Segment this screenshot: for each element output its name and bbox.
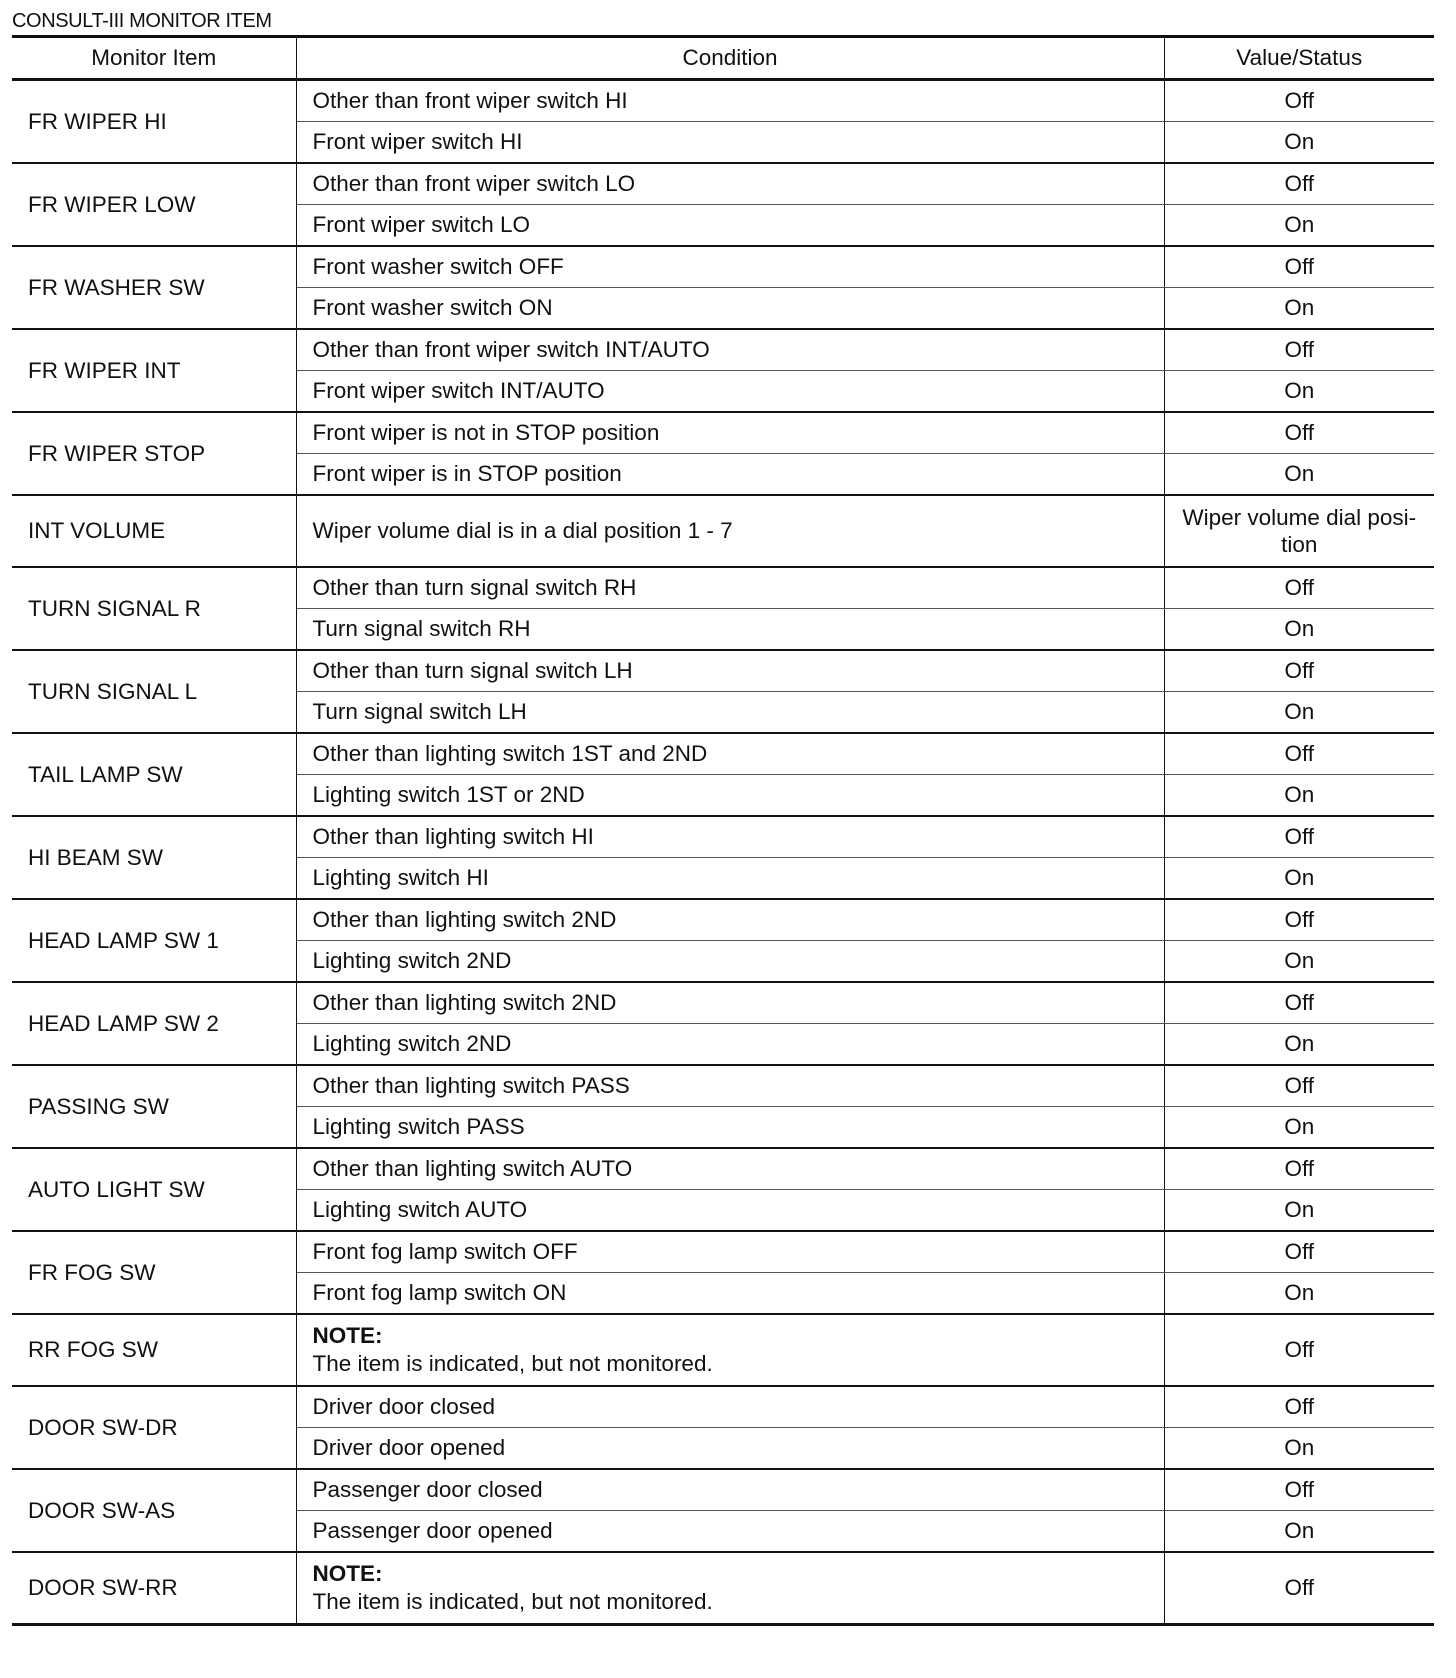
condition-cell: Other than lighting switch 2ND (296, 899, 1164, 941)
value-status-cell (1164, 288, 1434, 330)
value-status-text: On (1284, 1197, 1315, 1222)
value-status-cell (1164, 567, 1434, 609)
monitor-item-cell: HEAD LAMP SW 2 (12, 982, 296, 1065)
condition-cell: Passenger door opened (296, 1511, 1164, 1553)
condition-cell (296, 1314, 1164, 1386)
table-row (12, 650, 1434, 692)
value-status-cell (1164, 1273, 1434, 1315)
condition-cell: Front wiper switch INT/AUTO (296, 371, 1164, 413)
condition-cell: Lighting switch AUTO (296, 1190, 1164, 1232)
table-header-row (12, 37, 1434, 80)
value-status-cell (1164, 80, 1434, 122)
value-status-cell (1164, 205, 1434, 247)
value-status-text: On (1284, 378, 1315, 403)
value-status-text: Off (1284, 1575, 1315, 1600)
monitor-item-cell: FR WIPER LOW (12, 163, 296, 246)
value-status-cell (1164, 454, 1434, 496)
value-status-text: On (1284, 948, 1315, 973)
table-row (12, 1231, 1434, 1273)
value-status-text: On (1284, 129, 1315, 154)
value-status-text: On (1284, 616, 1315, 641)
value-status-cell (1164, 1386, 1434, 1428)
condition-cell: Other than front wiper switch LO (296, 163, 1164, 205)
table-row (12, 1386, 1434, 1428)
table-body (12, 80, 1434, 1625)
value-status-text: Off (1284, 254, 1315, 279)
value-status-text: Off (1284, 990, 1315, 1015)
value-status-cell (1164, 163, 1434, 205)
condition-cell: Driver door opened (296, 1428, 1164, 1470)
note-text: The item is indicated, but not monitored. (312, 1351, 713, 1376)
value-status-text: On (1284, 1114, 1315, 1139)
monitor-item-cell: TURN SIGNAL L (12, 650, 296, 733)
condition-cell: Front wiper is not in STOP position (296, 412, 1164, 454)
value-status-cell (1164, 1428, 1434, 1470)
monitor-item-cell: AUTO LIGHT SW (12, 1148, 296, 1231)
monitor-item-cell: DOOR SW-AS (12, 1469, 296, 1552)
condition-cell: Front wiper switch LO (296, 205, 1164, 247)
value-status-text: Off (1284, 575, 1315, 600)
note-text: The item is indicated, but not monitored. (312, 1589, 713, 1614)
value-status-cell (1164, 1552, 1434, 1625)
value-status-text: On (1284, 865, 1315, 890)
value-status-text: Off (1284, 420, 1315, 445)
condition-cell: Front washer switch OFF (296, 246, 1164, 288)
table-row (12, 1469, 1434, 1511)
condition-cell: Other than lighting switch 2ND (296, 982, 1164, 1024)
value-status-text: Off (1284, 1394, 1315, 1419)
condition-cell: Front fog lamp switch OFF (296, 1231, 1164, 1273)
table-row (12, 495, 1434, 567)
monitor-item-cell: DOOR SW-DR (12, 1386, 296, 1469)
note-title: NOTE: (312, 1561, 383, 1586)
table-row (12, 567, 1434, 609)
monitor-item-cell: FR WASHER SW (12, 246, 296, 329)
condition-cell: Turn signal switch LH (296, 692, 1164, 734)
table-row (12, 1148, 1434, 1190)
monitor-item-cell: DOOR SW-RR (12, 1552, 296, 1625)
value-status-text: Off (1284, 88, 1315, 113)
value-status-text: On (1284, 461, 1315, 486)
value-status-cell (1164, 692, 1434, 734)
monitor-item-cell: FR FOG SW (12, 1231, 296, 1314)
monitor-item-cell: PASSING SW (12, 1065, 296, 1148)
condition-cell: Other than turn signal switch LH (296, 650, 1164, 692)
value-status-cell (1164, 941, 1434, 983)
value-status-cell (1164, 1231, 1434, 1273)
condition-cell: Other than lighting switch HI (296, 816, 1164, 858)
header-monitor-item: Monitor Item (12, 37, 296, 80)
condition-cell: Other than turn signal switch RH (296, 567, 1164, 609)
monitor-item-cell: FR WIPER INT (12, 329, 296, 412)
value-status-cell (1164, 246, 1434, 288)
value-status-cell (1164, 122, 1434, 164)
condition-cell: Other than front wiper switch HI (296, 80, 1164, 122)
monitor-item-cell: FR WIPER HI (12, 80, 296, 164)
note-title: NOTE: (312, 1323, 383, 1348)
condition-cell: Front fog lamp switch ON (296, 1273, 1164, 1315)
value-status-text: Off (1284, 337, 1315, 362)
condition-cell: Lighting switch 2ND (296, 1024, 1164, 1066)
value-status-cell (1164, 1511, 1434, 1553)
condition-cell: Lighting switch 1ST or 2ND (296, 775, 1164, 817)
value-status-text: On (1284, 1435, 1315, 1460)
monitor-item-cell: HEAD LAMP SW 1 (12, 899, 296, 982)
value-status-text: On (1284, 1280, 1315, 1305)
value-status-cell (1164, 1107, 1434, 1149)
table-row (12, 982, 1434, 1024)
value-status-cell (1164, 1190, 1434, 1232)
value-status-cell (1164, 1065, 1434, 1107)
table-row (12, 246, 1434, 288)
monitor-item-cell: HI BEAM SW (12, 816, 296, 899)
header-condition: Condition (296, 37, 1164, 80)
value-status-text: Off (1284, 1073, 1315, 1098)
value-status-text: Off (1284, 741, 1315, 766)
value-status-text: Off (1284, 171, 1315, 196)
value-status-text: Off (1284, 824, 1315, 849)
condition-cell: Passenger door closed (296, 1469, 1164, 1511)
table-row (12, 80, 1434, 122)
value-status-text: Off (1284, 907, 1315, 932)
condition-cell: Front washer switch ON (296, 288, 1164, 330)
condition-cell: Other than lighting switch 1ST and 2ND (296, 733, 1164, 775)
value-status-cell (1164, 609, 1434, 651)
table-row (12, 1552, 1434, 1625)
condition-cell (296, 1552, 1164, 1625)
value-status-cell (1164, 982, 1434, 1024)
table-row (12, 816, 1434, 858)
value-status-cell (1164, 858, 1434, 900)
value-status-text: On (1284, 212, 1315, 237)
table-row (12, 733, 1434, 775)
value-status-cell (1164, 650, 1434, 692)
value-status-text: Off (1284, 1239, 1315, 1264)
value-status-text: On (1284, 295, 1315, 320)
value-status-cell (1164, 371, 1434, 413)
condition-cell: Driver door closed (296, 1386, 1164, 1428)
value-status-cell (1164, 412, 1434, 454)
monitor-item-cell: TAIL LAMP SW (12, 733, 296, 816)
condition-cell: Wiper volume dial is in a dial position 1 - 7 (296, 495, 1164, 567)
condition-cell: Lighting switch 2ND (296, 941, 1164, 983)
monitor-item-cell: INT VOLUME (12, 495, 296, 567)
value-status-cell (1164, 816, 1434, 858)
value-status-text: Off (1284, 658, 1315, 683)
table-row (12, 329, 1434, 371)
table-row (12, 412, 1434, 454)
value-status-cell (1164, 495, 1434, 567)
value-status-text: Wiper volume dial posi-tion (1182, 504, 1417, 557)
monitor-item-cell: TURN SIGNAL R (12, 567, 296, 650)
value-status-text: On (1284, 1518, 1315, 1543)
value-status-text: On (1284, 782, 1315, 807)
value-status-cell (1164, 1148, 1434, 1190)
value-status-cell (1164, 1314, 1434, 1386)
table-row (12, 1065, 1434, 1107)
value-status-text: Off (1284, 1337, 1315, 1362)
value-status-cell (1164, 733, 1434, 775)
table-row (12, 1314, 1434, 1386)
header-value-status: Value/Status (1164, 37, 1434, 80)
value-status-text: Off (1284, 1156, 1315, 1181)
value-status-cell (1164, 899, 1434, 941)
condition-cell: Other than front wiper switch INT/AUTO (296, 329, 1164, 371)
table-row (12, 163, 1434, 205)
value-status-cell (1164, 1469, 1434, 1511)
condition-cell: Turn signal switch RH (296, 609, 1164, 651)
condition-cell: Front wiper is in STOP position (296, 454, 1164, 496)
condition-cell: Lighting switch PASS (296, 1107, 1164, 1149)
value-status-cell (1164, 1024, 1434, 1066)
monitor-item-cell: FR WIPER STOP (12, 412, 296, 495)
condition-cell: Lighting switch HI (296, 858, 1164, 900)
table-row (12, 899, 1434, 941)
value-status-cell (1164, 329, 1434, 371)
monitor-item-cell: RR FOG SW (12, 1314, 296, 1386)
condition-cell: Other than lighting switch AUTO (296, 1148, 1164, 1190)
condition-cell: Other than lighting switch PASS (296, 1065, 1164, 1107)
value-status-text: Off (1284, 1477, 1315, 1502)
monitor-item-table (12, 35, 1434, 1626)
value-status-cell (1164, 775, 1434, 817)
page-title: CONSULT-III MONITOR ITEM (12, 10, 272, 32)
condition-cell: Front wiper switch HI (296, 122, 1164, 164)
value-status-text: On (1284, 1031, 1315, 1056)
value-status-text: On (1284, 699, 1315, 724)
